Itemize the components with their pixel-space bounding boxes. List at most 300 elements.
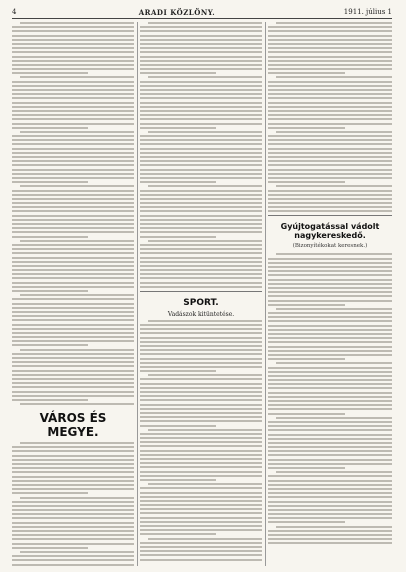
text-line <box>12 173 134 175</box>
text-line <box>140 332 262 334</box>
text-line <box>268 542 392 544</box>
text-line <box>268 135 392 137</box>
text-line <box>148 429 262 431</box>
text-line <box>268 521 345 523</box>
text-line <box>12 513 134 515</box>
text-line <box>140 257 262 259</box>
text-line <box>140 546 262 548</box>
text-line <box>268 123 392 125</box>
text-line <box>12 340 134 342</box>
text-line <box>140 383 262 385</box>
text-line <box>268 379 392 381</box>
text-line <box>268 89 392 91</box>
text-line <box>140 273 262 275</box>
text-line <box>268 64 392 66</box>
text-line <box>12 286 134 288</box>
text-line <box>268 68 392 70</box>
text-line <box>268 85 392 87</box>
text-line <box>12 190 134 192</box>
text-line <box>276 417 392 419</box>
text-line <box>12 261 134 263</box>
text-line <box>12 231 134 233</box>
text-line <box>140 269 262 271</box>
text-line <box>140 496 262 498</box>
text-line <box>276 131 392 133</box>
text-line <box>268 181 345 183</box>
text-line <box>268 513 392 515</box>
text-line <box>268 106 392 108</box>
text-line <box>268 442 392 444</box>
text-line <box>12 382 134 384</box>
text-line <box>268 156 392 158</box>
text-line <box>12 555 134 557</box>
text-line <box>12 277 134 279</box>
text-line <box>268 392 392 394</box>
text-line <box>12 60 134 62</box>
text-line <box>140 202 262 204</box>
text-line <box>140 248 262 250</box>
text-line <box>140 366 262 368</box>
text-line <box>12 488 134 490</box>
text-line <box>12 93 134 95</box>
text-line <box>268 152 392 154</box>
text-line <box>12 160 134 162</box>
text-line <box>12 39 134 41</box>
text-line <box>268 404 392 406</box>
text-line <box>140 210 262 212</box>
text-line <box>12 459 134 461</box>
text-line <box>140 362 262 364</box>
text-line <box>12 480 134 482</box>
text-line <box>268 139 392 141</box>
text-line <box>268 538 392 540</box>
text-line <box>12 315 134 317</box>
text-line <box>12 89 134 91</box>
text-line <box>12 114 134 116</box>
text-line <box>12 164 134 166</box>
text-line <box>268 501 392 503</box>
text-line <box>140 261 262 263</box>
text-line <box>140 521 262 523</box>
text-line <box>140 81 262 83</box>
text-line <box>12 517 134 519</box>
text-line <box>12 248 134 250</box>
text-line <box>12 492 88 494</box>
column-middle <box>140 22 262 566</box>
text-line <box>12 43 134 45</box>
text-line <box>140 512 262 514</box>
text-line <box>140 164 262 166</box>
text-line <box>140 43 262 45</box>
text-line <box>12 501 134 503</box>
text-line <box>140 106 262 108</box>
text-line <box>268 408 392 410</box>
text-line <box>140 252 262 254</box>
text-line <box>12 198 134 200</box>
text-line <box>12 399 88 401</box>
text-line <box>140 542 262 544</box>
text-line <box>12 236 88 238</box>
text-line <box>12 265 134 267</box>
text-line <box>268 534 392 536</box>
text-line <box>12 476 134 478</box>
text-line <box>140 64 262 66</box>
text-line <box>12 110 134 112</box>
text-line <box>140 404 262 406</box>
text-line <box>140 35 262 37</box>
text-line <box>268 509 392 511</box>
text-line <box>12 252 134 254</box>
text-line <box>268 81 392 83</box>
text-line <box>140 412 262 414</box>
text-line <box>268 492 392 494</box>
text-line <box>140 353 262 355</box>
text-line <box>140 420 262 422</box>
text-line <box>268 93 392 95</box>
text-line <box>268 425 392 427</box>
text-line <box>12 509 134 511</box>
text-line <box>140 114 262 116</box>
text-line <box>12 530 134 532</box>
text-line <box>12 210 134 212</box>
text-line <box>12 450 134 452</box>
text-line <box>12 194 134 196</box>
text-line <box>268 173 392 175</box>
text-line <box>140 56 262 58</box>
text-line <box>268 160 392 162</box>
text-line <box>268 429 392 431</box>
text-line <box>268 484 392 486</box>
text-line <box>12 219 134 221</box>
text-line <box>276 253 392 255</box>
text-line <box>268 47 392 49</box>
text-line <box>140 475 262 477</box>
text-line <box>268 274 392 276</box>
text-line <box>268 488 392 490</box>
text-line <box>20 185 134 187</box>
text-line <box>268 118 392 120</box>
text-line <box>140 173 262 175</box>
text-line <box>140 68 262 70</box>
text-line <box>12 257 134 259</box>
text-line <box>140 337 262 339</box>
text-line <box>12 81 134 83</box>
text-line <box>268 505 392 507</box>
masthead <box>12 6 392 19</box>
column-divider <box>265 22 266 566</box>
text-line <box>140 97 262 99</box>
text-line <box>140 533 216 535</box>
text-line <box>12 324 134 326</box>
text-line <box>12 505 134 507</box>
text-line <box>12 72 88 74</box>
text-line <box>140 89 262 91</box>
text-line <box>20 22 134 24</box>
text-line <box>268 127 345 129</box>
text-line <box>12 30 134 32</box>
text-line <box>268 202 392 204</box>
text-line <box>140 462 262 464</box>
text-line <box>12 344 88 346</box>
text-line <box>268 72 345 74</box>
article-text-block <box>12 22 134 405</box>
text-line <box>140 378 262 380</box>
text-line <box>268 210 392 212</box>
text-line <box>140 525 262 527</box>
text-line <box>12 64 134 66</box>
text-line <box>140 487 262 489</box>
text-line <box>12 332 134 334</box>
text-line <box>12 177 134 179</box>
text-line <box>140 110 262 112</box>
text-line <box>140 370 216 372</box>
text-line <box>268 30 392 32</box>
text-line <box>140 194 262 196</box>
text-line <box>268 480 392 482</box>
text-line <box>140 554 262 556</box>
text-line <box>268 206 392 208</box>
text-line <box>148 374 262 376</box>
text-line <box>268 114 392 116</box>
text-line <box>140 479 216 481</box>
text-line <box>276 22 392 24</box>
text-line <box>140 143 262 145</box>
text-line <box>140 349 262 351</box>
text-line <box>12 298 134 300</box>
text-line <box>12 547 88 549</box>
text-line <box>12 446 134 448</box>
text-line <box>268 367 392 369</box>
text-line <box>276 362 392 364</box>
text-line <box>12 370 134 372</box>
text-line <box>12 148 134 150</box>
text-line <box>140 223 262 225</box>
text-line <box>268 517 392 519</box>
text-line <box>268 169 392 171</box>
text-line <box>12 378 134 380</box>
section-heading-sport: SPORT. <box>183 297 219 308</box>
text-line <box>140 324 262 326</box>
text-line <box>140 286 262 288</box>
text-line <box>12 559 134 561</box>
text-line <box>268 39 392 41</box>
text-line <box>148 22 262 24</box>
text-line <box>268 459 392 461</box>
text-line <box>12 534 134 536</box>
text-line <box>140 148 262 150</box>
text-line <box>12 97 134 99</box>
text-line <box>148 131 262 133</box>
text-line <box>276 526 392 528</box>
text-line <box>12 227 134 229</box>
text-line <box>140 529 262 531</box>
text-line <box>140 387 262 389</box>
text-line <box>268 270 392 272</box>
text-line <box>12 206 134 208</box>
text-line <box>140 123 262 125</box>
text-line <box>268 190 392 192</box>
text-line <box>20 497 134 499</box>
text-line <box>140 160 262 162</box>
text-line <box>140 341 262 343</box>
text-line <box>268 291 392 293</box>
text-line <box>140 441 262 443</box>
text-line <box>12 395 134 397</box>
text-line <box>140 139 262 141</box>
text-line <box>140 39 262 41</box>
text-line <box>140 345 262 347</box>
text-line <box>140 231 262 233</box>
text-line <box>148 240 262 242</box>
text-line <box>268 177 392 179</box>
text-line <box>140 135 262 137</box>
text-line <box>12 202 134 204</box>
text-line <box>268 51 392 53</box>
text-line <box>12 374 134 376</box>
text-line <box>12 353 134 355</box>
text-line <box>140 244 262 246</box>
text-line <box>140 500 262 502</box>
text-line <box>12 522 134 524</box>
text-line <box>12 471 134 473</box>
text-line <box>268 413 345 415</box>
text-line <box>12 391 134 393</box>
text-line <box>268 446 392 448</box>
text-line <box>140 454 262 456</box>
text-line <box>268 60 392 62</box>
text-line <box>140 30 262 32</box>
text-line <box>268 194 392 196</box>
text-line <box>12 106 134 108</box>
text-line <box>268 396 392 398</box>
text-line <box>148 76 262 78</box>
text-line <box>140 236 216 238</box>
text-line <box>140 265 262 267</box>
text-line <box>12 127 88 129</box>
text-line <box>140 282 262 284</box>
issue-date: 1911. július 1 <box>343 8 392 16</box>
text-line <box>12 328 134 330</box>
text-line <box>140 190 262 192</box>
text-line <box>140 408 262 410</box>
text-line <box>268 35 392 37</box>
text-line <box>140 416 262 418</box>
text-line <box>140 550 262 552</box>
text-line <box>20 294 134 296</box>
text-line <box>12 143 134 145</box>
text-line <box>12 215 134 217</box>
text-line <box>140 118 262 120</box>
text-line <box>268 97 392 99</box>
text-line <box>268 287 392 289</box>
text-line <box>140 328 262 330</box>
paper-title: ARADI KÖZLÖNY. <box>138 7 216 17</box>
text-line <box>268 312 392 314</box>
text-line <box>268 400 392 402</box>
text-line <box>12 564 134 566</box>
text-line <box>140 559 262 561</box>
text-line <box>268 325 392 327</box>
article-deck: (Bizonyítékokat keresnek.) <box>292 243 368 250</box>
text-line <box>12 102 134 104</box>
text-line <box>268 320 392 322</box>
text-line <box>140 51 262 53</box>
text-line <box>12 282 134 284</box>
text-line <box>140 206 262 208</box>
text-line <box>140 181 216 183</box>
text-line <box>268 346 392 348</box>
column-divider <box>137 22 138 566</box>
text-line <box>12 311 134 313</box>
text-line <box>140 169 262 171</box>
text-line <box>140 47 262 49</box>
text-line <box>148 320 262 322</box>
text-line <box>12 223 134 225</box>
text-line <box>20 442 134 444</box>
text-line <box>12 85 134 87</box>
text-line <box>12 455 134 457</box>
text-line <box>268 463 392 465</box>
text-line <box>12 526 134 528</box>
text-line <box>268 467 345 469</box>
text-line <box>12 26 134 28</box>
text-line <box>140 177 262 179</box>
text-line <box>140 466 262 468</box>
text-line <box>268 316 392 318</box>
text-line <box>268 56 392 58</box>
text-line <box>140 152 262 154</box>
text-line <box>140 277 262 279</box>
text-line <box>268 333 392 335</box>
text-line <box>12 152 134 154</box>
column-left <box>12 22 134 566</box>
text-line <box>140 504 262 506</box>
text-line <box>268 450 392 452</box>
text-line <box>140 198 262 200</box>
text-line <box>140 227 262 229</box>
text-line <box>140 433 262 435</box>
text-line <box>268 26 392 28</box>
text-line <box>12 156 134 158</box>
text-line <box>12 273 134 275</box>
text-line <box>268 337 392 339</box>
text-line <box>12 336 134 338</box>
article-text-block <box>140 320 262 561</box>
text-line <box>140 391 262 393</box>
text-line <box>268 258 392 260</box>
text-line <box>268 295 392 297</box>
text-line <box>12 139 134 141</box>
text-line <box>12 244 134 246</box>
text-line <box>268 350 392 352</box>
text-line <box>268 266 392 268</box>
text-line <box>268 375 392 377</box>
text-line <box>276 471 392 473</box>
text-line <box>268 387 392 389</box>
text-line <box>268 383 392 385</box>
section-heading-city-county: VÁROS ÉS MEGYE. <box>39 411 107 440</box>
text-line <box>12 118 134 120</box>
text-line <box>140 471 262 473</box>
text-line <box>12 303 134 305</box>
text-line <box>140 156 262 158</box>
text-line <box>12 269 134 271</box>
text-line <box>148 483 262 485</box>
text-line <box>268 421 392 423</box>
text-line <box>140 458 262 460</box>
text-line <box>140 395 262 397</box>
text-line <box>140 215 262 217</box>
